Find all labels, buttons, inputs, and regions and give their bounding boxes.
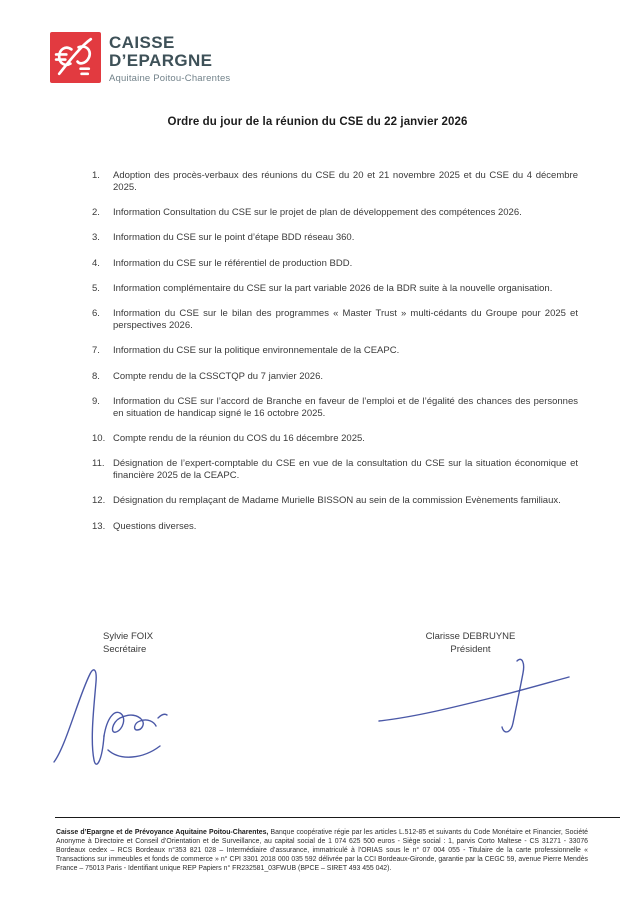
agenda-item [92, 396, 578, 420]
agenda-item-text: Information du CSE sur la politique environnementale de la CEAPC. [113, 345, 400, 357]
agenda-item-text: Compte rendu de la réunion du COS du 16 décembre 2025. [113, 433, 365, 445]
footer-legal-body: Banque coopérative régie par les articles L.512-85 et suivants du Code Monétaire et Financier, Société Anonyme à Directoire et Conseil d’Orientation et de Surveillance, au capital social de 1 074 625 500 euros - Siège social : 1, parvis Corto Maltese - CS 31271 - 33076 Bordeaux cedex – RCS Bordeaux n°353 821 028 – Intermédiaire d’assurance, immatriculé à l’ORIAS sous le n° 07 004 055 - Titulaire de la carte professionnelle « Transactions sur immeubles et fonds de commerce » n° CPI 3301 2018 000 035 592 délivrée par la CCI Bordeaux-Gironde, garantie par la CEGC 59, avenue Pierre Mendès France – 75013 Paris - Identifiant unique REP Papiers n° FR232581_03FWUB (BPCE – SIRET 493 455 042). [56, 828, 589, 872]
footer-company-name: Caisse d’Epargne et de Prévoyance Aquitaine Poitou-Charentes, [56, 828, 269, 836]
agenda-item [92, 258, 578, 270]
footer-divider [55, 817, 620, 818]
agenda-item-number: 10. [92, 433, 106, 445]
agenda-item-text: Compte rendu de la CSSCTQP du 7 janvier 2026. [113, 370, 323, 382]
secretary-name: Sylvie FOIX [103, 631, 154, 642]
agenda-item-number: 1. [92, 170, 100, 181]
agenda-item [92, 308, 578, 332]
agenda-item-text: Information complémentaire du CSE sur la part variable 2026 de la BDR suite à la nouvelle organisation. [113, 282, 553, 294]
agenda-item-text: Questions diverses. [113, 520, 197, 532]
brand-text [109, 32, 230, 84]
secretary-signature-block [103, 630, 153, 656]
agenda-list [92, 170, 578, 533]
agenda-item [92, 283, 578, 295]
agenda-item-number: 6. [92, 308, 100, 320]
agenda-item [92, 458, 578, 482]
agenda-item-text: Information du CSE sur le bilan des programmes « Master Trust » multi-cédants du Groupe pour 2025 et perspectives 2026. [113, 308, 578, 332]
page-title: Ordre du jour de la réunion du CSE du 22 janvier 2026 [167, 116, 468, 128]
agenda-item-text: Adoption des procès-verbaux des réunions du CSE du 20 et 21 novembre 2025 et du CSE du 4 décembre 2025. [113, 170, 578, 193]
agenda-item-text: Information du CSE sur l’accord de Branche en faveur de l’emploi et de l’égalité des chances des personnes en situation de handicap signé le 16 octobre 2025. [113, 395, 578, 419]
brand-name-line1: CAISSE [109, 33, 175, 52]
agenda-item-number: 7. [92, 345, 100, 357]
agenda-item [92, 495, 578, 507]
president-signature-block [398, 630, 543, 656]
agenda-item [92, 207, 578, 219]
agenda-item-text: Information du CSE sur le point d’étape BDD réseau 360. [113, 232, 355, 244]
agenda-item [92, 371, 578, 383]
agenda-item-number: 8. [92, 370, 100, 382]
agenda-item-text: Information du CSE sur le référentiel de production BDD. [113, 257, 353, 269]
secretary-role: Secrétaire [103, 644, 147, 655]
president-name: Clarisse DEBRUYNE [425, 631, 516, 642]
agenda-item-number: 13. [92, 520, 106, 532]
footer-legal-text [56, 828, 588, 873]
agenda-item-number: 11. [92, 458, 105, 470]
agenda-item-number: 12. [92, 495, 106, 507]
agenda-item [92, 170, 578, 194]
agenda-item-number: 3. [92, 232, 100, 244]
brand-region: Aquitaine Poitou-Charentes [109, 73, 231, 84]
president-signature [375, 655, 575, 750]
agenda-item [92, 521, 578, 533]
agenda-item [92, 232, 578, 244]
company-logo [50, 32, 230, 84]
agenda-item-number: 2. [92, 207, 100, 219]
agenda-item-number: 9. [92, 395, 100, 407]
agenda-item-number: 4. [92, 257, 100, 269]
brand-name-line2: D’EPARGNE [109, 51, 213, 70]
agenda-item-number: 5. [92, 282, 100, 294]
agenda-item-text: Désignation du remplaçant de Madame Murielle BISSON au sein de la commission Evènements familiaux. [113, 495, 561, 507]
agenda-item-text: Désignation de l’expert-comptable du CSE en vue de la consultation du CSE sur la situation économique et financière 2025 de la CEAPC. [113, 458, 578, 482]
agenda-item [92, 433, 578, 445]
secretaire-signature [50, 660, 220, 780]
agenda-item-text: Information Consultation du CSE sur le projet de plan de développement des compétences 2026. [113, 207, 522, 219]
caisse-epargne-logo-icon [50, 32, 101, 83]
president-role: Président [450, 644, 491, 655]
agenda-item [92, 345, 578, 357]
